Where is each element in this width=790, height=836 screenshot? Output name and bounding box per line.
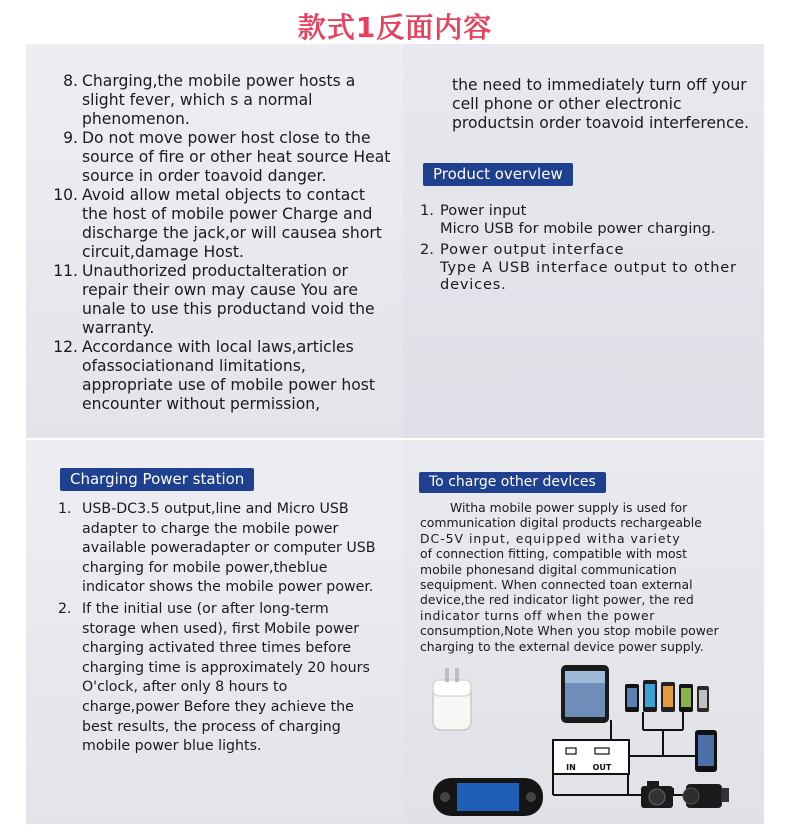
- list-item: [50, 338, 395, 414]
- charging-instructions-list: [58, 500, 383, 757]
- item-title: Power input: [440, 202, 527, 219]
- item-number: 8.: [63, 72, 78, 90]
- item-text: Accordance with local laws,articles ofassociationand limitations, appropriate use of mobile power host encounter without permission,: [82, 338, 376, 413]
- precautions-list: [50, 72, 395, 414]
- continuation-text: the need to immediately turn off your cell phone or other electronic productsin order toavoid interference.: [452, 76, 750, 132]
- paragraph-line: DC-5V input, equipped witha variety: [420, 530, 681, 546]
- item-number: 2.: [420, 241, 434, 258]
- paragraph-line: indicator turns off when the power: [420, 607, 655, 623]
- paragraph-line: consumption,Note When you stop mobile power: [420, 623, 719, 639]
- item-detail: Micro USB for mobile power charging.: [440, 219, 716, 237]
- in-port-label: IN: [566, 763, 576, 772]
- item-number: 9.: [63, 129, 78, 147]
- paragraph-line: mobile phonesand digital communication: [420, 561, 677, 577]
- device-connection-diagram: [403, 660, 764, 824]
- item-number: 1.: [58, 501, 72, 517]
- item-number: 2.: [58, 600, 72, 617]
- item-text: Unauthorized productalteration or repair their own may cause You are unale to use this productand void the warranty.: [82, 262, 375, 337]
- charge-other-devices-heading: To charge other devlces: [419, 472, 606, 493]
- list-item: [420, 241, 760, 259]
- charging-power-station-heading: Charging Power station: [60, 468, 254, 491]
- power-bank-box: [553, 740, 629, 774]
- product-overview-list: [420, 202, 760, 294]
- paragraph-line: device,the red indicator light power, the red: [420, 592, 694, 608]
- paragraph-line: communication digital products rechargeable: [420, 515, 702, 531]
- camcorder-icon: [683, 784, 729, 808]
- item-text: Charging,the mobile power hosts a slight fever, which s a normal phenomenon.: [82, 72, 356, 128]
- list-item: [58, 600, 383, 757]
- item-title: Power output interface: [440, 241, 625, 258]
- list-item: [50, 262, 395, 338]
- item-text: Do not move power host close to the source of fire or other heat source Heat source in order toavoid danger.: [82, 129, 391, 185]
- paragraph-line: of connection fitting, compatible with most: [420, 546, 687, 562]
- tablet-icon: [561, 665, 609, 723]
- item-number: 1.: [420, 202, 434, 219]
- item-text: If the initial use (or after long-term storage when used), first Mobile power charging activated three times before charging time is approximately 20 hours O'clock, after only 8 hours to charge,power Before they achieve the best results, the process of charging mobile power blue lights.: [82, 600, 370, 755]
- item-text: USB-DC3.5 output,line and Micro USB adapter to charge the mobile power available poweradapter or computer USB charging for mobile power,theblue indicator shows the mobile power power.: [82, 501, 376, 596]
- item-number: 10.: [53, 186, 78, 204]
- charge-other-devices-text: [420, 500, 754, 654]
- item-detail: Type A USB interface output to other devices.: [440, 258, 737, 293]
- list-item: [50, 186, 395, 262]
- list-item: [420, 202, 760, 220]
- paragraph-line: charging to the external device power supply.: [420, 638, 704, 654]
- item-number: 12.: [53, 338, 78, 356]
- out-port-label: OUT: [592, 763, 612, 772]
- smartphones-icon: [625, 680, 709, 712]
- item-number: 11.: [53, 262, 78, 280]
- wall-charger-icon: [433, 668, 471, 730]
- product-overview-heading: Product overvlew: [423, 163, 573, 186]
- handheld-game-console-icon: [433, 778, 543, 816]
- list-item: [50, 72, 395, 129]
- camera-icon: [641, 781, 673, 808]
- list-item: [50, 129, 395, 186]
- smartphone-icon: [695, 730, 717, 772]
- paragraph-line: sequipment. When connected toan external: [420, 577, 693, 593]
- item-text: Avoid allow metal objects to contact the host of mobile power Charge and discharge the jack,or will causea short circuit,damage Host.: [82, 186, 382, 261]
- paragraph-line: Witha mobile power supply is used for: [450, 500, 688, 515]
- page-title: 款式1反面内容: [297, 11, 493, 44]
- list-item: [58, 500, 383, 598]
